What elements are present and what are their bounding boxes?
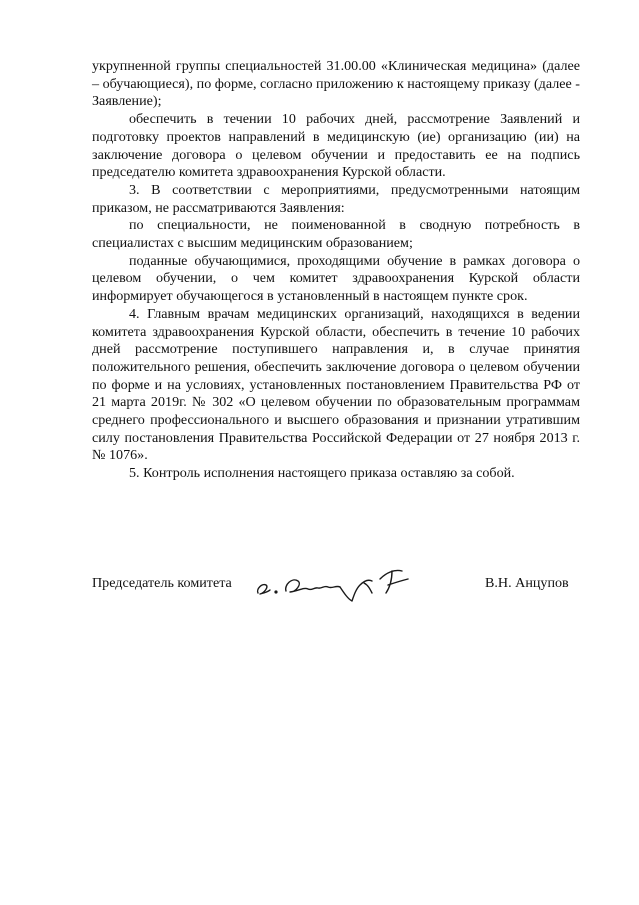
document-body	[92, 58, 580, 483]
paragraph-applicants: укрупненной группы специальностей 31.00.00 «Клиническая медицина» (далее – обучающиеся), по форме, согласно приложению к настоящему приказу (далее - Заявление);	[92, 58, 580, 110]
signer-name: В.Н. Анцупов	[485, 575, 569, 591]
paragraph-item-5: 5. Контроль исполнения настоящего приказа оставляю за собой.	[129, 465, 515, 482]
paragraph-contract-exclusion: поданные обучающимися, проходящими обучение в рамках договора о целевом обучении, о чем комитет здравоохранения Курской области информирует обучающегося в установленный в настоящем пункте срок.	[92, 252, 580, 305]
paragraph-item-3: 3. В соответствии с мероприятиями, предусмотренными натоящим приказом, не рассматриваются Заявления:	[92, 181, 580, 216]
signer-role: Председатель комитета	[92, 575, 232, 591]
paragraph-item-4: 4. Главным врачам медицинских организаций, находящихся в ведении комитета здравоохранения Курской области, обеспечить в течение 10 рабочих дней рассмотрение поступившего направления и, в случае принятия положительного решения, обеспечить заключение договора о целевом обучении по форме и на условиях, установленных постановлением Правительства РФ от 21 марта 2019г. № 302 «О целевом обучении по образовательным программам среднего профессионального и высшего образования и признании утратившим силу постановления Правительства Российской Федерации от 27 ноября 2013 г. № 1076».	[92, 305, 580, 464]
paragraph-specialty-exclusion: по специальности, не поименованной в сводную потребность в специалистах с высшим медицинским образованием;	[92, 217, 580, 252]
paragraph-review-deadline: обеспечить в течении 10 рабочих дней, рассмотрение Заявлений и подготовку проектов направлений в медицинскую (ие) организацию (ии) на заключение договора о целевом обучении и предоставить ее на подпись председателю комитета здравоохранения Курской области.	[92, 111, 580, 181]
handwritten-signature	[252, 563, 452, 605]
signature-block	[92, 563, 592, 603]
